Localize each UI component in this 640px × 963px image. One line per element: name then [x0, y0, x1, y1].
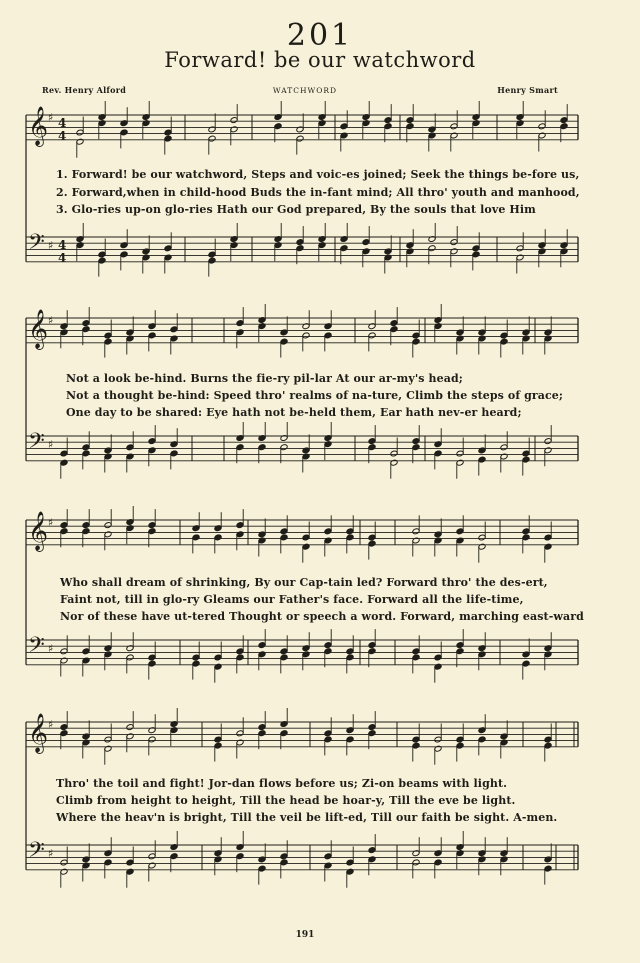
sharp-icon: ♯: [48, 239, 54, 252]
treble-clef-icon: 𝄞: [28, 511, 49, 551]
sharp-icon: ♯: [48, 111, 54, 124]
lyric-line: Nor of these have ut-tered Thought or speech a word. Forward, marching east-ward: [60, 610, 584, 623]
sharp-icon: ♯: [48, 516, 54, 529]
hymn-title: Forward! be our watchword: [164, 48, 476, 72]
lyric-line: Not a thought be-hind: Speed thro' realms of na-ture, Climb the steps of grace;: [66, 389, 564, 402]
treble-clef-icon: 𝄞: [28, 106, 49, 146]
page-number: 191: [295, 930, 315, 940]
lyric-line: 2. Forward,when in child-hood Buds the in-fant mind; All thro' youth and manhood,: [56, 186, 580, 199]
treble-clef-icon: 𝄞: [28, 713, 49, 753]
lyric-line: Where the heav'n is bright, Till the veil be lift-ed, Till our faith be sight. A-men.: [56, 811, 558, 824]
lyric-line: Not a look be-hind. Burns the fie-ry pil-lar At our ar-my's head;: [66, 372, 463, 385]
bass-clef-icon: 𝄢: [28, 429, 45, 459]
tune-name: WATCHWORD: [272, 86, 338, 95]
sharp-icon: ♯: [48, 314, 54, 327]
sharp-icon: ♯: [48, 718, 54, 731]
lyric-line: Who shall dream of shrinking, By our Cap-tain led? Forward thro' the des-ert,: [60, 576, 548, 589]
time-signature: 4: [58, 129, 67, 143]
treble-clef-icon: 𝄞: [28, 309, 49, 349]
lyric-line: Climb from height to height, Till the head be hoar-y, Till the eve be light.: [56, 794, 516, 807]
lyric-line: One day to be shared: Eye hath not be-held them, Ear hath nev-er heard;: [66, 406, 522, 419]
time-signature: 4: [58, 238, 67, 252]
time-signature: 4: [58, 251, 67, 265]
time-signature: 4: [58, 116, 67, 130]
bass-clef-icon: 𝄢: [28, 633, 45, 663]
lyric-line: 3. Glo-ries up-on glo-ries Hath our God prepared, By the souls that love Him: [56, 203, 536, 216]
bass-clef-icon: 𝄢: [28, 838, 45, 868]
hymn-composer: Henry Smart: [497, 85, 558, 95]
lyric-line: Faint not, till in glo-ry Gleams our Father's face. Forward all the life-time,: [60, 593, 524, 606]
hymn-number: 201: [286, 18, 354, 53]
sharp-icon: ♯: [48, 642, 54, 655]
lyric-line: Thro' the toil and fight! Jor-dan flows before us; Zi-on beams with light.: [56, 777, 508, 790]
bass-clef-icon: 𝄢: [28, 230, 45, 260]
lyric-line: 1. Forward! be our watchword, Steps and voic-es joined; Seek the things be-fore us,: [56, 168, 580, 181]
hymn-author: Rev. Henry Alford: [42, 85, 127, 95]
sharp-icon: ♯: [48, 847, 54, 860]
sharp-icon: ♯: [48, 438, 54, 451]
